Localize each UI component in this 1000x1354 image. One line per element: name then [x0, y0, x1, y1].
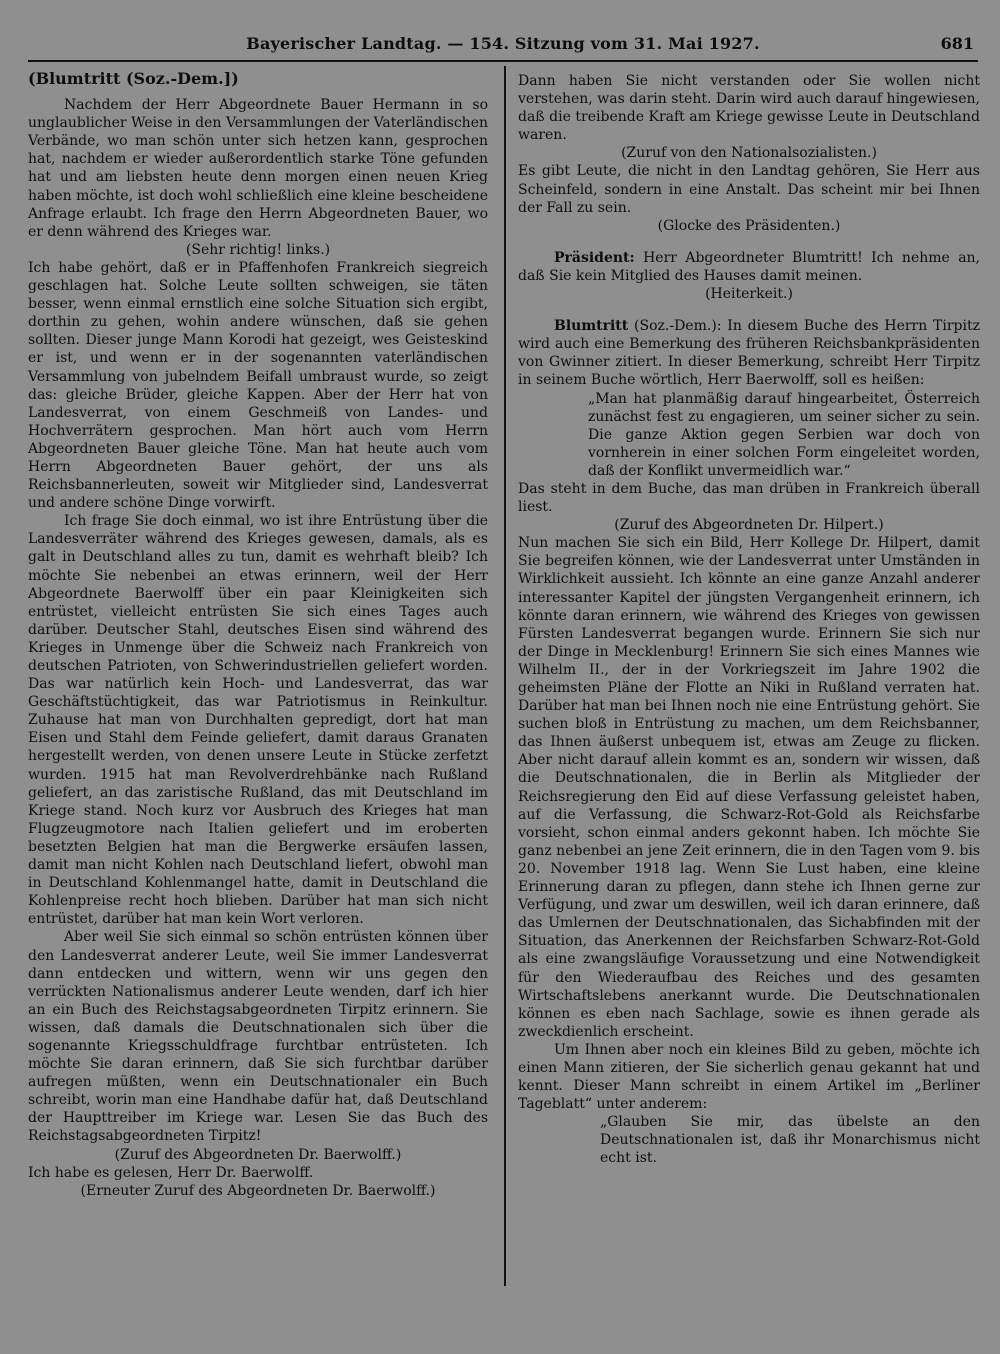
paragraph: Nun machen Sie sich ein Bild, Herr Kollege Dr. Hilpert, damit Sie begreifen können, wie der Landesverrat unter Umständen in Wirklichkeit aussieht. Ich könnte an eine ganze Anzahl anderer interessanter Kapitel der jüngsten Vergangenheit erinnern, ich könnte daran erinnern, wie während des Krieges von gewissen Fürsten Landesverrat begangen wurde. Erinnern Sie sich nur der Dinge in Mecklenburg! Erinnern Sie sich eines Mannes wie Wilhelm II., der in der Vorkriegszeit im Jahre 1902 die geheimsten Pläne der Flotte an Niki in Rußland verraten hat. Darüber hat man bei Ihnen noch nie eine Entrüstung gehört. Sie suchen bloß in Entrüstung zu machen, um dem Reichsbanner, das Ihnen äußerst unbequem ist, etwas am Zeuge zu flicken. Aber nicht darauf allein kommt es an, sondern wir wissen, daß die Deutschnationalen, die in Berlin als Mitglieder der Reichsregierung den Eid auf diese Verfassung geleistet haben, auf die Verfassung, die Schwarz-Rot-Gold als Reichsfarbe vorsieht, schon einmal anders gekonnt haben. Ich möchte Sie ganz nebenbei an jene Zeit erinnern, die in den Tagen vom 9. bis 20. November 1918 lag. Wenn Sie Lust haben, eine kleine Erinnerung daran zu pflegen, dann stehe ich Ihnen gerne zur Verfügung, und zwar um deswillen, weil ich daran erinnere, daß das Umlernen der Deutschnationalen, das Sichabfinden mit der Situation, das Anerkennen der Reichsfarben Schwarz-Rot-Gold als eine zwangsläufige Voraussetzung und eine Notwendigkeit für den Wiederaufbau des Reiches und des gesamten Wirtschaftslebens anerkannt wurde. Die Deutschnationalen können es eben nach Sachlage, sowie es ihnen gerade als zweckdienlich erscheint.: [518, 535, 980, 1040]
speaker-text: In diesem Buche des Herrn Tirpitz wird auch eine Bemerkung des früheren Reichsbankpräsidenten von Gwinner zitiert. In dieser Bemerkung, schreibt Herr Tirpitz in seinem Buche wörtlich, Herr Baerwolff, soll es heißen:: [518, 318, 980, 389]
paragraph: Um Ihnen aber noch ein kleines Bild zu geben, möchte ich einen Mann zitieren, der Sie sicherlich genau gekannt hat und kennt. Dieser Mann schreibt in einem Artikel im „Berliner Tageblatt“ unter anderem:: [518, 1041, 980, 1113]
paragraph: Nachdem der Herr Abgeordnete Bauer Hermann in so unglaublicher Weise in den Versammlungen der Vaterländischen Verbände, wo man schön unter sich hetzen kann, gesprochen hat, nachdem er wieder außerordentlich starke Töne gefunden hat und am liebsten heute denn morgen einen neuen Krieg haben möchte, ist doch wohl schließlich eine kleine bescheidene Anfrage erlaubt. Ich frage den Herrn Abgeordneten Bauer, wo er denn während des Krieges war.: [28, 97, 488, 240]
column-divider: [504, 66, 506, 1286]
page-number: 681: [940, 34, 974, 53]
speaker-party: (Soz.-Dem.):: [634, 318, 722, 335]
paragraph: Ich habe es gelesen, Herr Dr. Baerwolff.: [28, 1164, 314, 1181]
president-text: Herr Abgeordneter Blumtritt! Ich nehme an, daß Sie kein Mitglied des Hauses damit meinen.: [518, 249, 981, 284]
speaker-heading: (Blumtritt (Soz.-Dem.]): [28, 69, 239, 88]
paragraph: Dann haben Sie nicht verstanden oder Sie wollen nicht verstehen, was darin steht. Darin wird auch darauf hingewiesen, daß die treibende Kraft am Kriege gewisse Leute in Deutschland waren.: [518, 73, 980, 144]
speaker-statement: [518, 317, 980, 389]
interjection: (Erneuter Zuruf des Abgeordneten Dr. Baerwolff.): [80, 1182, 436, 1199]
speaker-label: Blumtritt: [554, 318, 629, 335]
interjection: (Sehr richtig! links.): [185, 241, 331, 258]
left-column: [28, 70, 488, 1200]
interjection: (Heiterkeit.): [705, 286, 793, 303]
paragraph: Das steht in dem Buche, das man drüben in Frankreich überall liest.: [518, 480, 980, 516]
president-label: Präsident:: [554, 249, 635, 266]
interjection: (Glocke des Präsidenten.): [657, 217, 841, 234]
page-header: [28, 34, 978, 62]
paragraph: Es gibt Leute, die nicht in den Landtag gehören, Sie Herr aus Scheinfeld, sondern in eine Anstalt. Das scheint mir bei Ihnen der Fall zu sein.: [518, 163, 980, 216]
interjection: (Zuruf des Abgeordneten Dr. Baerwolff.): [114, 1146, 402, 1163]
quotation: „Glauben Sie mir, das übelste an den Deutschnationalen ist, daß ihr Monarchismus nicht echt ist.: [600, 1114, 980, 1167]
running-title: Bayerischer Landtag. — 154. Sitzung vom 31. Mai 1927.: [246, 34, 760, 53]
right-column: [518, 72, 980, 1168]
quotation: „Man hat planmäßig darauf hingearbeitet, Österreich zunächst fest zu engagieren, um seiner sicher zu sein. Die ganze Aktion gegen Serbien war doch von vornherein in einer solchen Form eingeleitet worden, daß der Konflikt unvermeidlich war.“: [588, 390, 980, 479]
paragraph: Ich habe gehört, daß er in Pfaffenhofen Frankreich siegreich geschlagen hat. Solche Leute sollten schweigen, sie täten besser, wenn einmal ernstlich eine solche Situation sich ergibt, dorthin zu gehen, wohin andere wünschen, daß sie gehen sollten. Dieser junge Mann Korodi hat gezeigt, wes Geisteskind er ist, und wenn er in der sogenannten vaterländischen Versammlung von jubelndem Beifall umbraust wurde, so zeigt das: gleiche Brüder, gleiche Kappen. Aber der Herr hat von Landesverrat, von einem Geschmeiß von Landes- und Hochverrätern gesprochen. Man hört auch vom Herrn Abgeordneten Bauer gleiche Töne. Man hat heute auch vom Herrn Abgeordneten Bauer gehört, der uns als Reichsbannerleuten, soweit wir Mitglieder sind, Landesverrat und andere schöne Dinge vorwirft.: [28, 259, 488, 512]
president-statement: [518, 249, 980, 285]
interjection: (Zuruf des Abgeordneten Dr. Hilpert.): [614, 517, 884, 534]
interjection: (Zuruf von den Nationalsozialisten.): [621, 145, 877, 162]
paragraph: Aber weil Sie sich einmal so schön entrüsten können über den Landesverrat anderer Leute, weil Sie immer Landesverrat dann entdecken und wittern, wenn wir uns gegen den verrückten Nationalismus anderer Leute wenden, darf ich hier an ein Buch des Reichstagsabgeordneten Tirpitz erinnern. Sie wissen, daß damals die Deutschnationalen sich über die sogenannte Kriegsschuldfrage furchtbar entrüsteten. Ich möchte Sie daran erinnern, daß Sie sich furchtbar darüber aufregen müßten, wenn ein Deutschnationaler ein Buch schreibt, worin man eine Handhabe dafür hat, daß Deutschland der Haupttreiber im Kriege war. Lesen Sie das Buch des Reichstagsabgeordneten Tirpitz!: [28, 929, 488, 1145]
paragraph: Ich frage Sie doch einmal, wo ist ihre Entrüstung über die Landesverräter während des Krieges gewesen, damals, als es galt in Deutschland alles zu tun, damit es wehrhaft bleib? Ich möchte Sie nebenbei an etwas erinnern, weil der Herr Abgeordnete Baerwolff über ein paar Kleinigkeiten sich entrüstet, vielleicht entrüsten Sie sich eines Tages auch darüber. Deutscher Stahl, deutsches Eisen sind während des Krieges in Unmenge über die Schweiz nach Frankreich von deutschen Patrioten, von Schwerindustriellen geliefert worden. Das war natürlich kein Hoch- und Landesverrat, das war Geschäftstüchtigkeit, das war Patriotismus in Reinkultur. Zuhause hat man von Durchhalten gepredigt, dort hat man Eisen und Stahl dem Feinde geliefert, damit daraus Granaten hergestellt werden, von denen unsere Leute in Stücke zerfetzt wurden. 1915 hat man Revolverdrehbänke nach Rußland geliefert, an das zaristische Rußland, das mit Deutschland im Kriege stand. Noch kurz vor Ausbruch des Krieges hat man Flugzeugmotore nach Italien geliefert und im eroberten besetzten Belgien hat man die Bergwerke ersäufen lassen, damit man nicht Kohlen nach Deutschland liefert, obwohl man in Deutschland Kohlenmangel hatte, damit in Deutschland die Kohlenpreise recht hoch blieben. Darüber hat man sich nicht entrüstet, darüber hat man kein Wort verloren.: [28, 513, 488, 928]
